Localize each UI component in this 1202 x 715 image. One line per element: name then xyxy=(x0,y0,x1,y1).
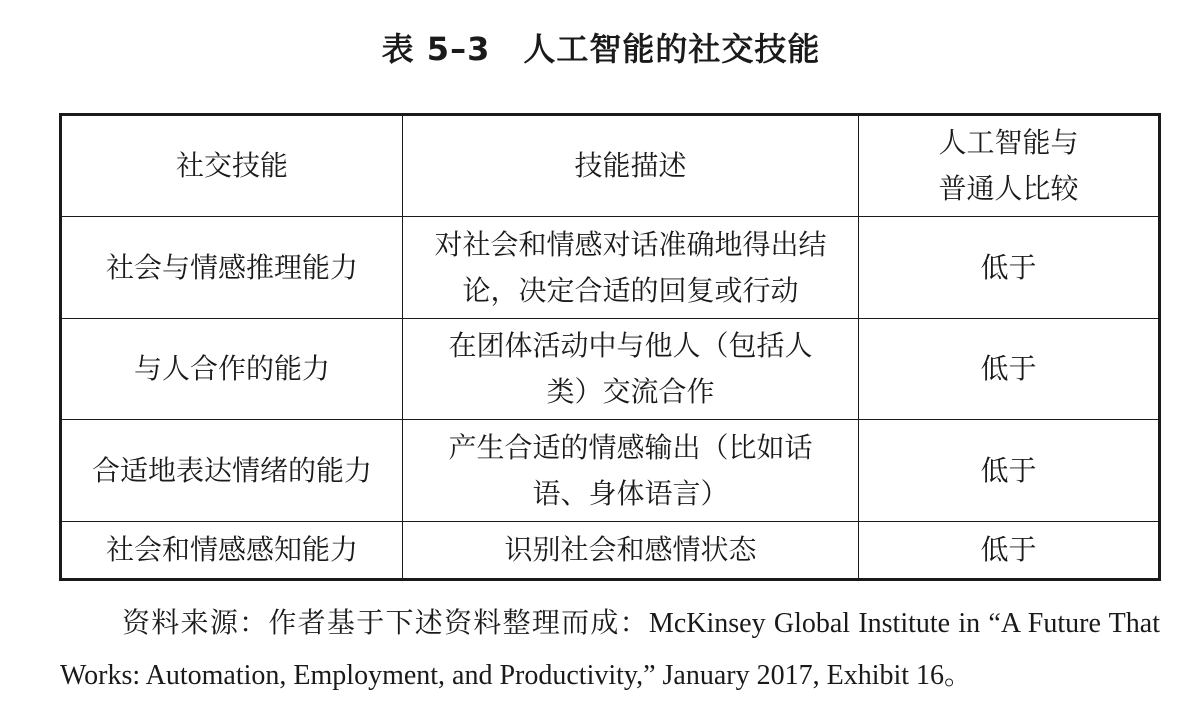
cell-description-line: 产生合适的情感输出（比如话 xyxy=(448,430,813,464)
header-description: 技能描述 xyxy=(403,115,859,217)
cell-skill: 社会和情感感知能力 xyxy=(61,522,403,580)
table-row xyxy=(61,217,1160,319)
table-row xyxy=(61,420,1160,522)
cell-description-line: 语、身体语言） xyxy=(532,476,729,510)
cell-description-line: 类）交流合作 xyxy=(546,375,715,408)
cell-skill: 与人合作的能力 xyxy=(61,319,403,420)
cell-description xyxy=(403,319,859,420)
header-skill: 社交技能 xyxy=(61,115,403,217)
header-comparison xyxy=(859,115,1160,217)
cell-comparison: 低于 xyxy=(859,522,1160,580)
cell-description xyxy=(403,522,859,580)
cell-description-line: 识别社会和感情状态 xyxy=(504,533,757,566)
table-row xyxy=(61,522,1160,580)
source-note: 资料来源：作者基于下述资料整理而成：McKinsey Global Institute in “A Future That Works: Automation, Employment, and Productivity,” January 2017, Exhibit 16。 xyxy=(60,608,1160,691)
cell-description-line: 论，决定合适的回复或行动 xyxy=(462,273,799,307)
cell-skill: 合适地表达情绪的能力 xyxy=(61,420,403,522)
cell-description-line: 对社会和情感对话准确地得出结 xyxy=(434,227,827,261)
cell-description-line: 在团体活动中与他人（包括人 xyxy=(448,329,813,362)
cell-comparison: 低于 xyxy=(859,420,1160,522)
header-comparison-line-1: 人工智能与 xyxy=(938,126,1079,159)
table-row xyxy=(61,319,1160,420)
header-comparison-line-2: 普通人比较 xyxy=(938,172,1079,205)
cell-description xyxy=(403,217,859,319)
cell-comparison: 低于 xyxy=(859,319,1160,420)
cell-skill: 社会与情感推理能力 xyxy=(61,217,403,319)
cell-description xyxy=(403,420,859,522)
cell-comparison: 低于 xyxy=(859,217,1160,319)
table-title: 表 5–3 人工智能的社交技能 xyxy=(381,30,821,68)
table-header-row xyxy=(61,115,1160,217)
social-skills-table xyxy=(59,113,1161,581)
